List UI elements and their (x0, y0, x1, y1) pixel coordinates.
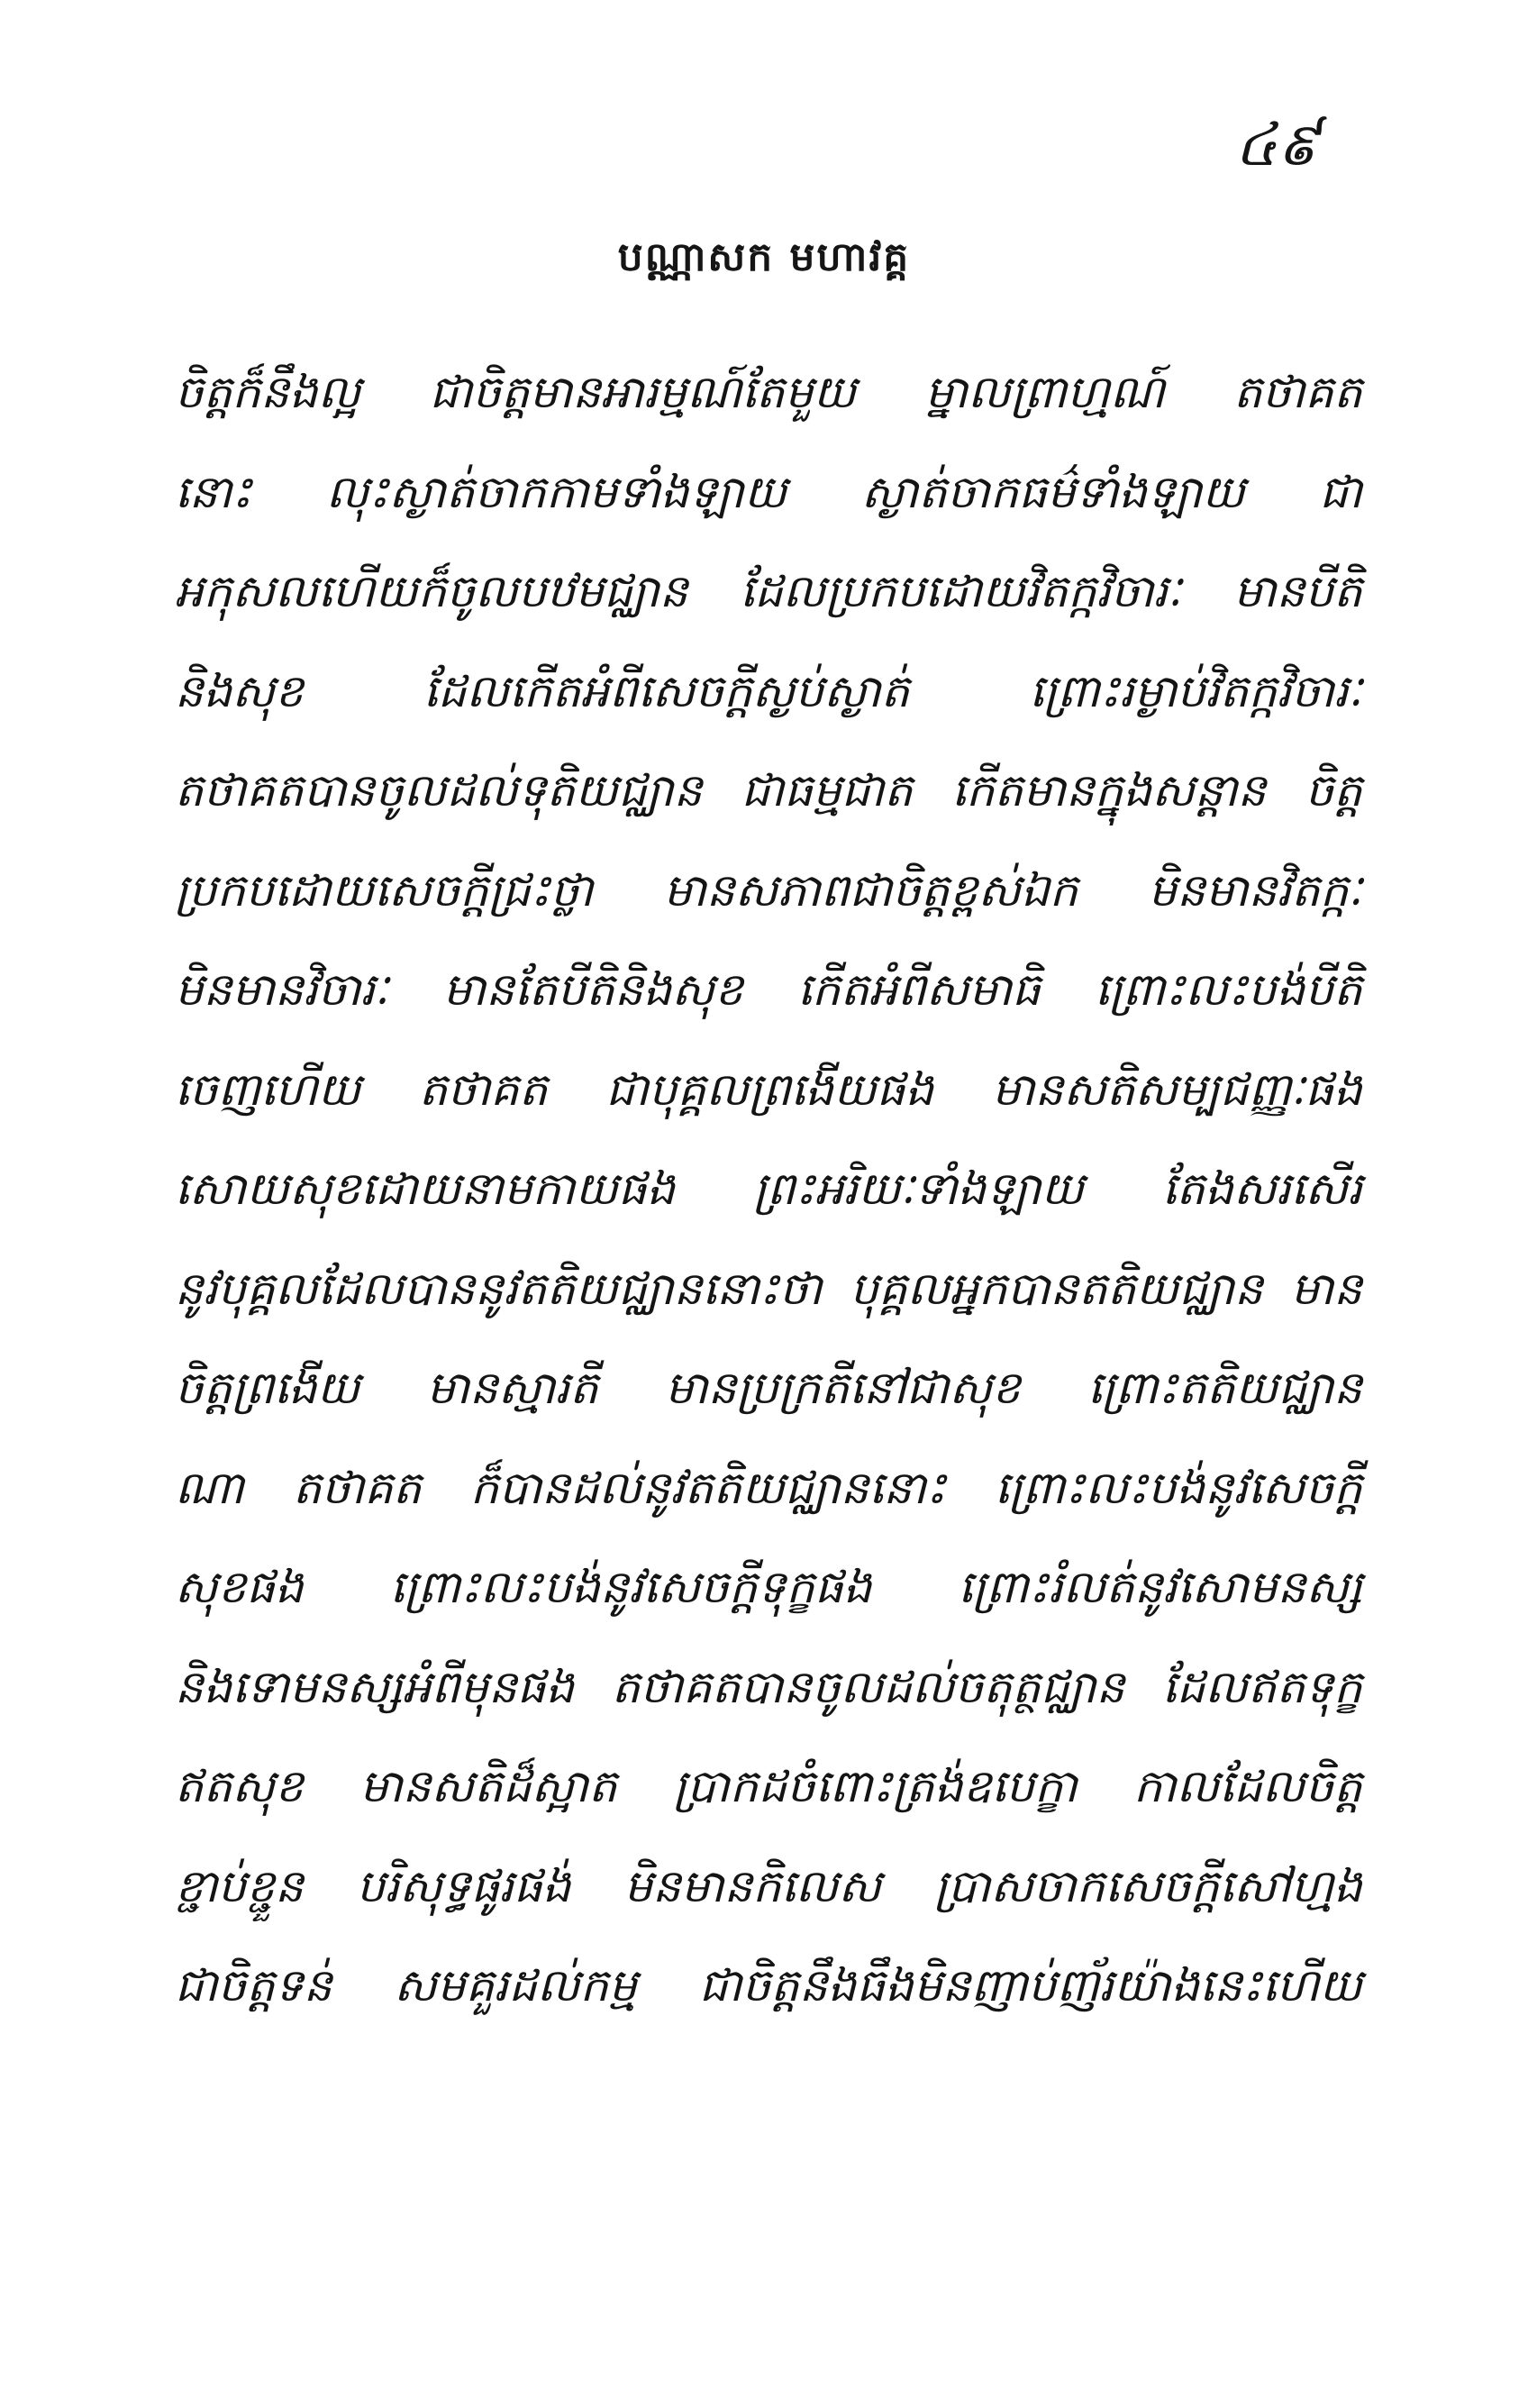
text-line (175, 741, 1362, 841)
text-phrase: ប្រាសចាកសេចក្តីសៅហ្មង (933, 1859, 1362, 1912)
text-phrase: មានបីតិ (1233, 565, 1362, 618)
text-phrase: ក៏បានដល់នូវតតិយជ្ឈាននោះ (469, 1461, 946, 1514)
text-phrase: អកុសលហើយក៏ចូលបឋមជ្ឈាន (175, 565, 688, 618)
text-phrase: ព្រោះរំលត់នូវសោមនស្ស (958, 1561, 1362, 1614)
text-phrase: មានសតិសម្បជញ្ញៈផង (991, 1063, 1362, 1116)
text-phrase: ជា (1319, 465, 1362, 518)
text-phrase: ចេញហើយ (175, 1063, 361, 1116)
text-phrase: មានស្មារតី (426, 1362, 598, 1415)
page-number: ៤៩ (1234, 110, 1319, 179)
text-phrase: តថាគត (418, 1063, 548, 1116)
body-text (175, 342, 1362, 2036)
chapter-heading: បណ្ណាសក មហាវគ្គ (617, 234, 911, 280)
text-phrase: ព្រោះលះបង់នូវសេចក្តីទុក្ខផង (389, 1561, 872, 1614)
text-phrase: ដែលឥតទុក្ខ (1161, 1660, 1362, 1713)
text-phrase: សុខផង (175, 1561, 304, 1614)
text-line (175, 1338, 1362, 1438)
text-phrase: បរិសុទ្ធផូរផង់ (356, 1859, 571, 1912)
text-phrase: ចិត្ត (1305, 764, 1362, 817)
text-phrase: ណា (175, 1461, 244, 1514)
text-phrase: ចិត្តព្រងើយ (175, 1362, 360, 1415)
text-line (175, 1737, 1362, 1837)
text-line (175, 1537, 1362, 1637)
text-phrase: តថាគត (292, 1461, 422, 1514)
text-phrase: ជាចិត្តមានអារម្មណ៍តែមួយ (429, 366, 857, 419)
text-phrase: ដែលប្រកបដោយវិតក្កវិចារៈ (740, 565, 1182, 618)
text-phrase: ព្រោះរម្ងាប់វិតក្កវិចារៈ (1029, 664, 1362, 717)
text-phrase: លុះស្ងាត់ចាកកាមទាំងឡាយ (325, 465, 787, 518)
text-line (175, 1438, 1362, 1538)
text-phrase: មានសតិដ៏ស្អាត (359, 1760, 617, 1813)
text-phrase: មិនមានវិចារៈ (175, 963, 389, 1017)
text-phrase: និងសុខ (175, 664, 304, 717)
text-line (175, 342, 1362, 442)
text-phrase: កើតមានក្នុងសន្តាន (951, 764, 1267, 817)
text-phrase: ប្រកបដោយសេចក្តីជ្រះថ្លា (175, 863, 594, 917)
text-phrase: ខ្ជាប់ខ្ជួន (175, 1859, 304, 1912)
text-phrase: សោយសុខដោយនាមកាយផង (175, 1163, 676, 1216)
text-phrase: មានសភាពជាចិត្តខ្ពស់ឯក (663, 863, 1078, 917)
text-phrase: សមគួរដល់កម្ម (394, 1959, 638, 2012)
text-line (175, 1936, 1362, 2036)
text-phrase: ជាចិត្តនឹងធឹងមិនញាប់ញ័រយ៉ាងនេះហើយ (698, 1959, 1362, 2012)
text-phrase: បុគ្គលអ្នកបានតតិយជ្ឈាន (850, 1262, 1263, 1315)
text-line (175, 940, 1362, 1040)
text-phrase: កាលដែលចិត្ត (1133, 1760, 1362, 1813)
text-phrase: និងទោមនស្សអំពីមុនផង (175, 1660, 575, 1713)
text-phrase: ដែលកើតអំពីសេចក្តីស្ងប់ស្ងាត់ (423, 664, 910, 717)
text-phrase: តថាគតបានចូលដល់ចតុត្ថជ្ឈាន (611, 1660, 1125, 1713)
text-line (175, 1837, 1362, 1937)
text-phrase: ម្នាលព្រាហ្មណ៍ (924, 366, 1165, 419)
text-phrase: ស្ងាត់ចាកធម៌ទាំងឡាយ (860, 465, 1245, 518)
text-phrase: ព្រោះលះបង់នូវសេចក្តី (995, 1461, 1362, 1514)
text-phrase: នោះ (175, 465, 252, 518)
text-phrase: ព្រោះលះបង់បីតិ (1095, 963, 1362, 1017)
text-phrase: តថាគតបានចូលដល់ទុតិយជ្ឈាន (175, 764, 703, 817)
text-phrase: កើតអំពីសមាធិ (797, 963, 1041, 1017)
text-phrase: ជាធម្មជាត (741, 764, 914, 817)
text-phrase: មិនមានកិលេស (623, 1859, 882, 1912)
text-line (175, 1040, 1362, 1140)
text-phrase: តែងសរសើរ (1161, 1163, 1362, 1216)
text-phrase: ឥតសុខ (175, 1760, 304, 1813)
text-line (175, 542, 1362, 642)
text-line (175, 1637, 1362, 1738)
text-phrase: នូវបុគ្គលដែលបាននូវតតិយជ្ឈាននោះថា (175, 1262, 823, 1315)
text-phrase: ព្រះអរិយៈទាំងឡាយ (753, 1163, 1085, 1216)
text-line (175, 1239, 1362, 1339)
text-phrase: តថាគត (1233, 366, 1362, 419)
text-line (175, 642, 1362, 742)
text-phrase: មានតែបីតិនិងសុខ (442, 963, 743, 1017)
text-phrase: ចិត្តក៏នឹងល្អ (175, 366, 361, 419)
text-line (175, 841, 1362, 941)
text-line (175, 442, 1362, 543)
text-phrase: ប្រាកដចំពោះត្រង់ឧបេក្ខា (673, 1760, 1078, 1813)
text-line (175, 1139, 1362, 1239)
text-phrase: មាន (1290, 1262, 1362, 1315)
text-phrase: ព្រោះតតិយជ្ឈាន (1087, 1362, 1362, 1415)
text-phrase: មានប្រក្រតីនៅជាសុខ (665, 1362, 1021, 1415)
text-phrase: ជាចិត្តទន់ (175, 1959, 332, 2012)
text-phrase: មិនមានវិតក្កៈ (1148, 863, 1362, 917)
text-phrase: ជាបុគ្គលព្រងើយផង (605, 1063, 934, 1116)
